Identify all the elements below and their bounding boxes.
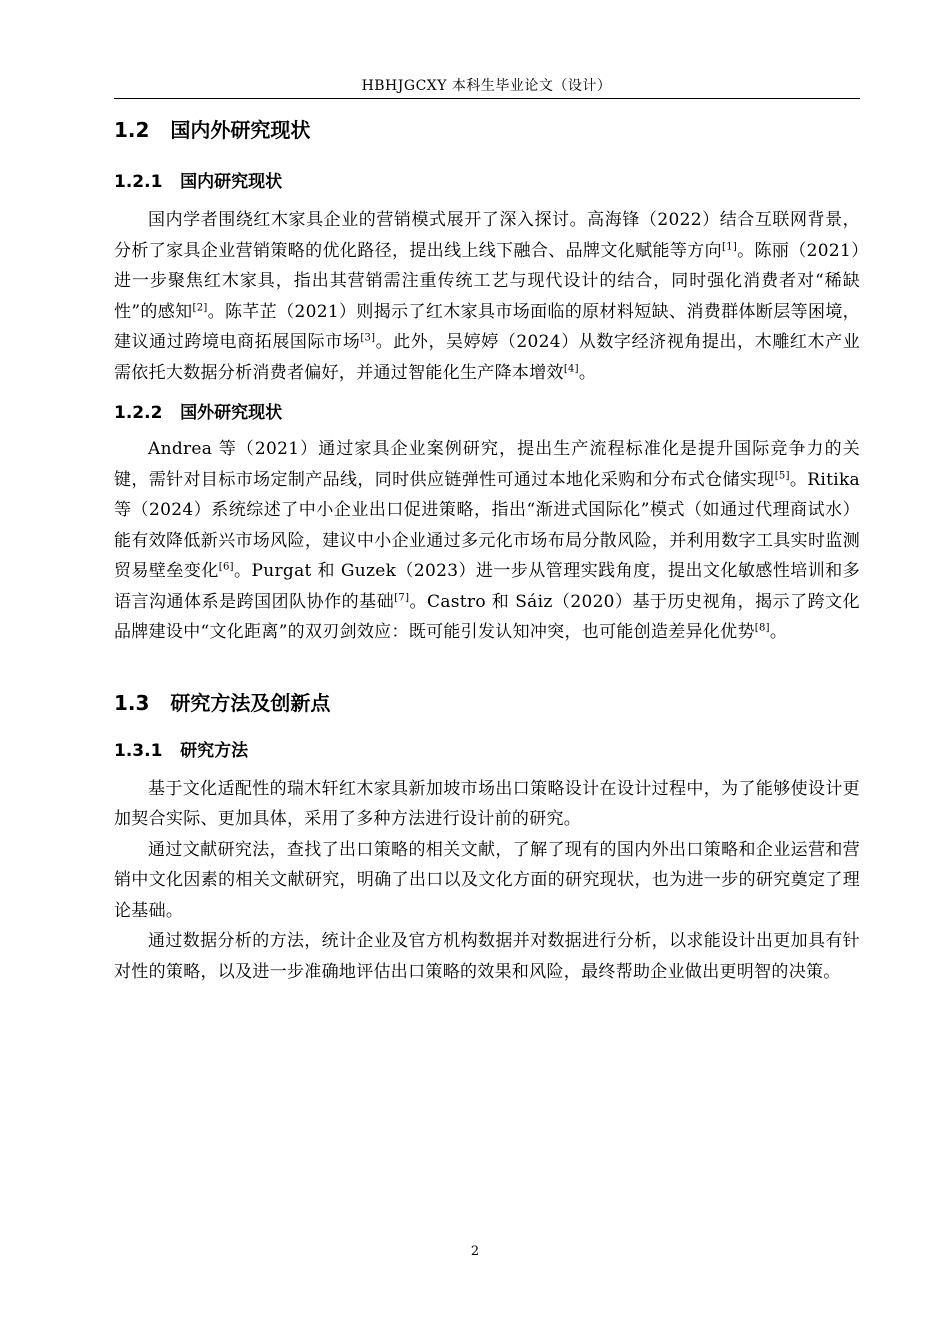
page-content bbox=[114, 113, 860, 987]
paragraph-method-intro: 基于文化适配性的瑞木轩红木家具新加坡市场出口策略设计在设计过程中，为了能够使设计更加契合实际、更加具体，采用了多种方法进行设计前的研究。 bbox=[114, 778, 860, 829]
citation-5: [5] bbox=[774, 469, 790, 481]
paragraph-domestic-research bbox=[114, 205, 860, 388]
citation-2: [2] bbox=[192, 301, 208, 313]
text-run: 。 bbox=[769, 622, 788, 642]
section-heading-1-3-1: 1.3.1 研究方法 bbox=[114, 740, 249, 761]
text-run: 国内学者围绕红木家具企业的营销模式展开了深入探讨。高海锋（2022）结合互联网背景，分析了家具企业营销策略的优化路径，提出线上线下融合、品牌文化赋能等方向 bbox=[114, 210, 860, 261]
section-heading-1-3: 1.3 研究方法及创新点 bbox=[114, 690, 331, 715]
text-run: 。Purgat 和 Guzek（2023）进一步从管理实践角度，提出文化敏感性培训和多语言沟通体系是跨国团队协作的基础 bbox=[114, 561, 860, 612]
citation-3: [3] bbox=[360, 332, 376, 344]
page-number: 2 bbox=[470, 1244, 480, 1259]
text-run: 。陈丽（2021）进一步聚焦红木家具，指出其营销需注重传统工艺与现代设计的结合，同时强化消费者对“稀缺性”的感知 bbox=[114, 240, 861, 322]
header-rule bbox=[114, 98, 860, 99]
section-heading-1-2: 1.2 国内外研究现状 bbox=[114, 118, 311, 142]
citation-6: [6] bbox=[218, 561, 234, 573]
text-run: Andrea 等（2021）通过家具企业案例研究，提出生产流程标准化是提升国际竞争力的关键，需针对目标市场定制产品线，同时供应链弹性可通过本地化采购和分布式仓储实现 bbox=[114, 439, 860, 490]
citation-4: [4] bbox=[563, 362, 579, 374]
paragraph-foreign-research bbox=[114, 434, 860, 648]
citation-1: [1] bbox=[722, 240, 738, 252]
text-run: 。陈芊芷（2021）则揭示了红木家具市场面临的原材料短缺、消费群体断层等困境，建议通过跨境电商拓展国际市场 bbox=[114, 301, 860, 352]
text-run: 。Ritika 等（2024）系统综述了中小企业出口促进策略，指出“渐进式国际化”模式（如通过代理商试水）能有效降低新兴市场风险，建议中小企业通过多元化市场布局分散风险，并利用数字工具实时监测贸易壁垒变化 bbox=[114, 469, 860, 581]
paragraph-data-analysis-method: 通过数据分析的方法，统计企业及官方机构数据并对数据进行分析，以求能设计出更加具有针对性的策略，以及进一步准确地评估出口策略的效果和风险，最终帮助企业做出更明智的决策。 bbox=[114, 931, 860, 982]
paragraph-literature-method: 通过文献研究法，查找了出口策略的相关文献，了解了现有的国内外出口策略和企业运营和营销中文化因素的相关文献研究，明确了出口以及文化方面的研究现状，也为进一步的研究奠定了理论基础。 bbox=[114, 839, 860, 921]
section-heading-1-2-1: 1.2.1 国内研究现状 bbox=[114, 172, 283, 192]
citation-7: [7] bbox=[394, 591, 410, 603]
text-run: 。 bbox=[578, 362, 597, 383]
citation-8: [8] bbox=[754, 622, 770, 634]
section-heading-1-2-2: 1.2.2 国外研究现状 bbox=[114, 403, 283, 423]
text-run: 。此外，吴婷婷（2024）从数字经济视角提出，木雕红木产业需依托大数据分析消费者偏好，并通过智能化生产降本增效 bbox=[114, 332, 860, 383]
text-run: 。Castro 和 Sáiz（2020）基于历史视角，揭示了跨文化品牌建设中“文化距离”的双刃剑效应：既可能引发认知冲突，也可能创造差异化优势 bbox=[114, 591, 860, 642]
page-header: HBHJGCXY 本科生毕业论文（设计） bbox=[361, 78, 612, 94]
